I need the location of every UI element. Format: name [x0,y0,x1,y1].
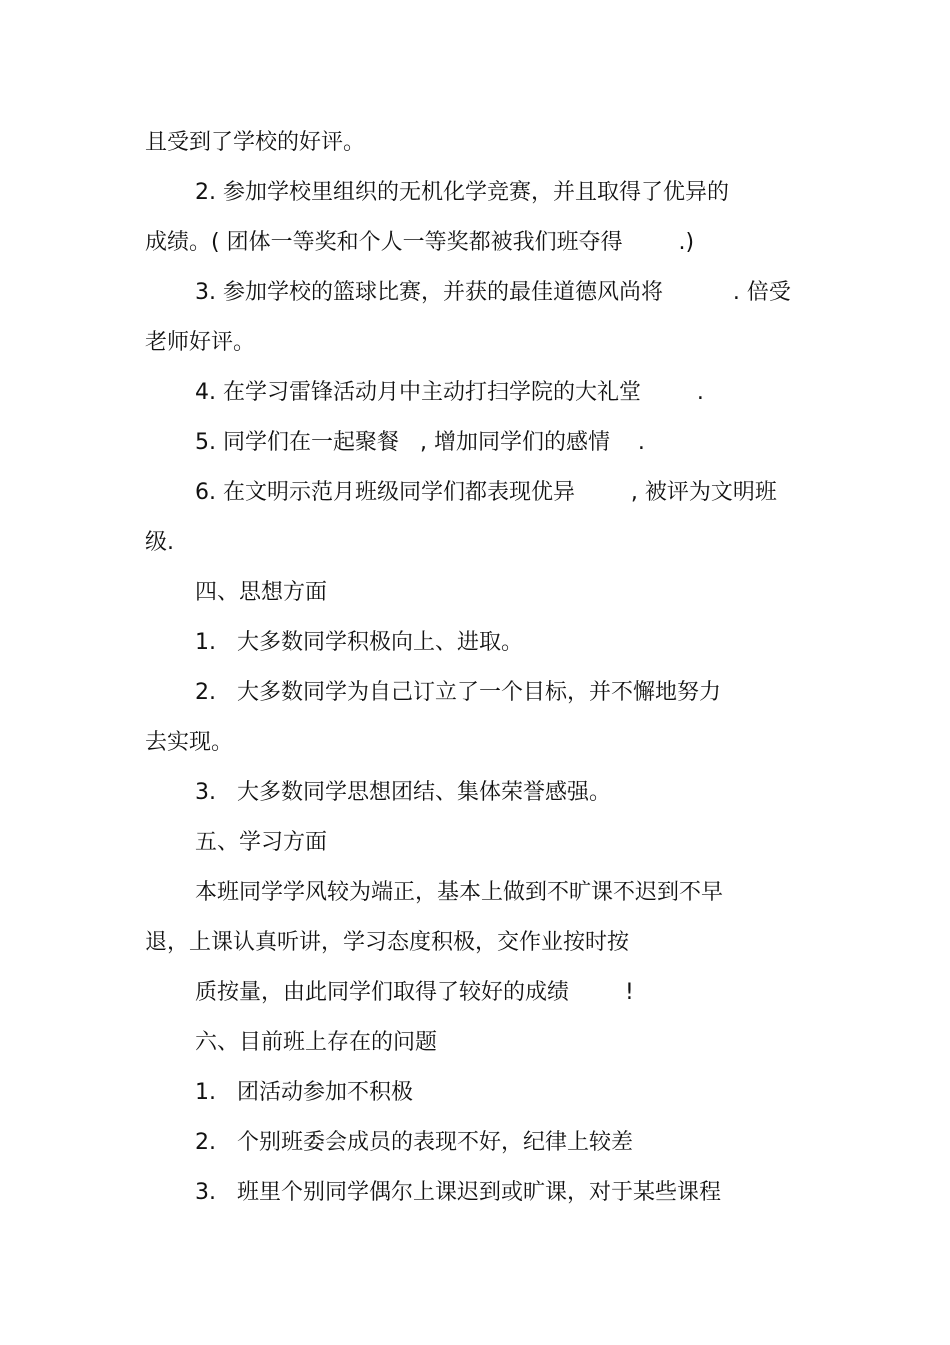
section-heading: 四、思想方面 [195,580,328,605]
text-line: 级. [145,530,174,555]
list-item: 3. 大多数同学思想团结、集体荣誉感强。 [195,780,611,805]
section-heading: 五、学习方面 [195,830,328,855]
list-item: 1. 团活动参加不积极 [195,1080,413,1105]
list-item: 3. 参加学校的篮球比赛，并获的最佳道德风尚将 . 倍受 [195,280,791,305]
list-item: 4. 在学习雷锋活动月中主动打扫学院的大礼堂 . [195,380,704,405]
list-item: 6. 在文明示范月班级同学们都表现优异 , 被评为文明班 [195,480,777,505]
list-item: 5. 同学们在一起聚餐 , 增加同学们的感情 . [195,430,645,455]
paragraph-line: 质按量，由此同学们取得了较好的成绩 ! [195,980,634,1005]
text-line: 成绩。( 团体一等奖和个人一等奖都被我们班夺得 .) [145,230,695,255]
list-item: 3. 班里个别同学偶尔上课迟到或旷课，对于某些课程 [195,1180,721,1205]
list-item: 2. 大多数同学为自己订立了一个目标，并不懈地努力 [195,680,721,705]
text-line: 且受到了学校的好评。 [145,130,366,155]
text-line: 去实现。 [145,730,234,755]
list-item: 1. 大多数同学积极向上、进取。 [195,630,523,655]
paragraph-line: 退，上课认真听讲，学习态度积极，交作业按时按 [145,930,630,955]
text-line: 老师好评。 [145,330,256,355]
list-item: 2. 参加学校里组织的无机化学竞赛，并且取得了优异的 [195,180,729,205]
paragraph-line: 本班同学学风较为端正，基本上做到不旷课不迟到不早 [195,880,724,905]
list-item: 2. 个别班委会成员的表现不好，纪律上较差 [195,1130,633,1155]
section-heading: 六、目前班上存在的问题 [195,1030,438,1055]
